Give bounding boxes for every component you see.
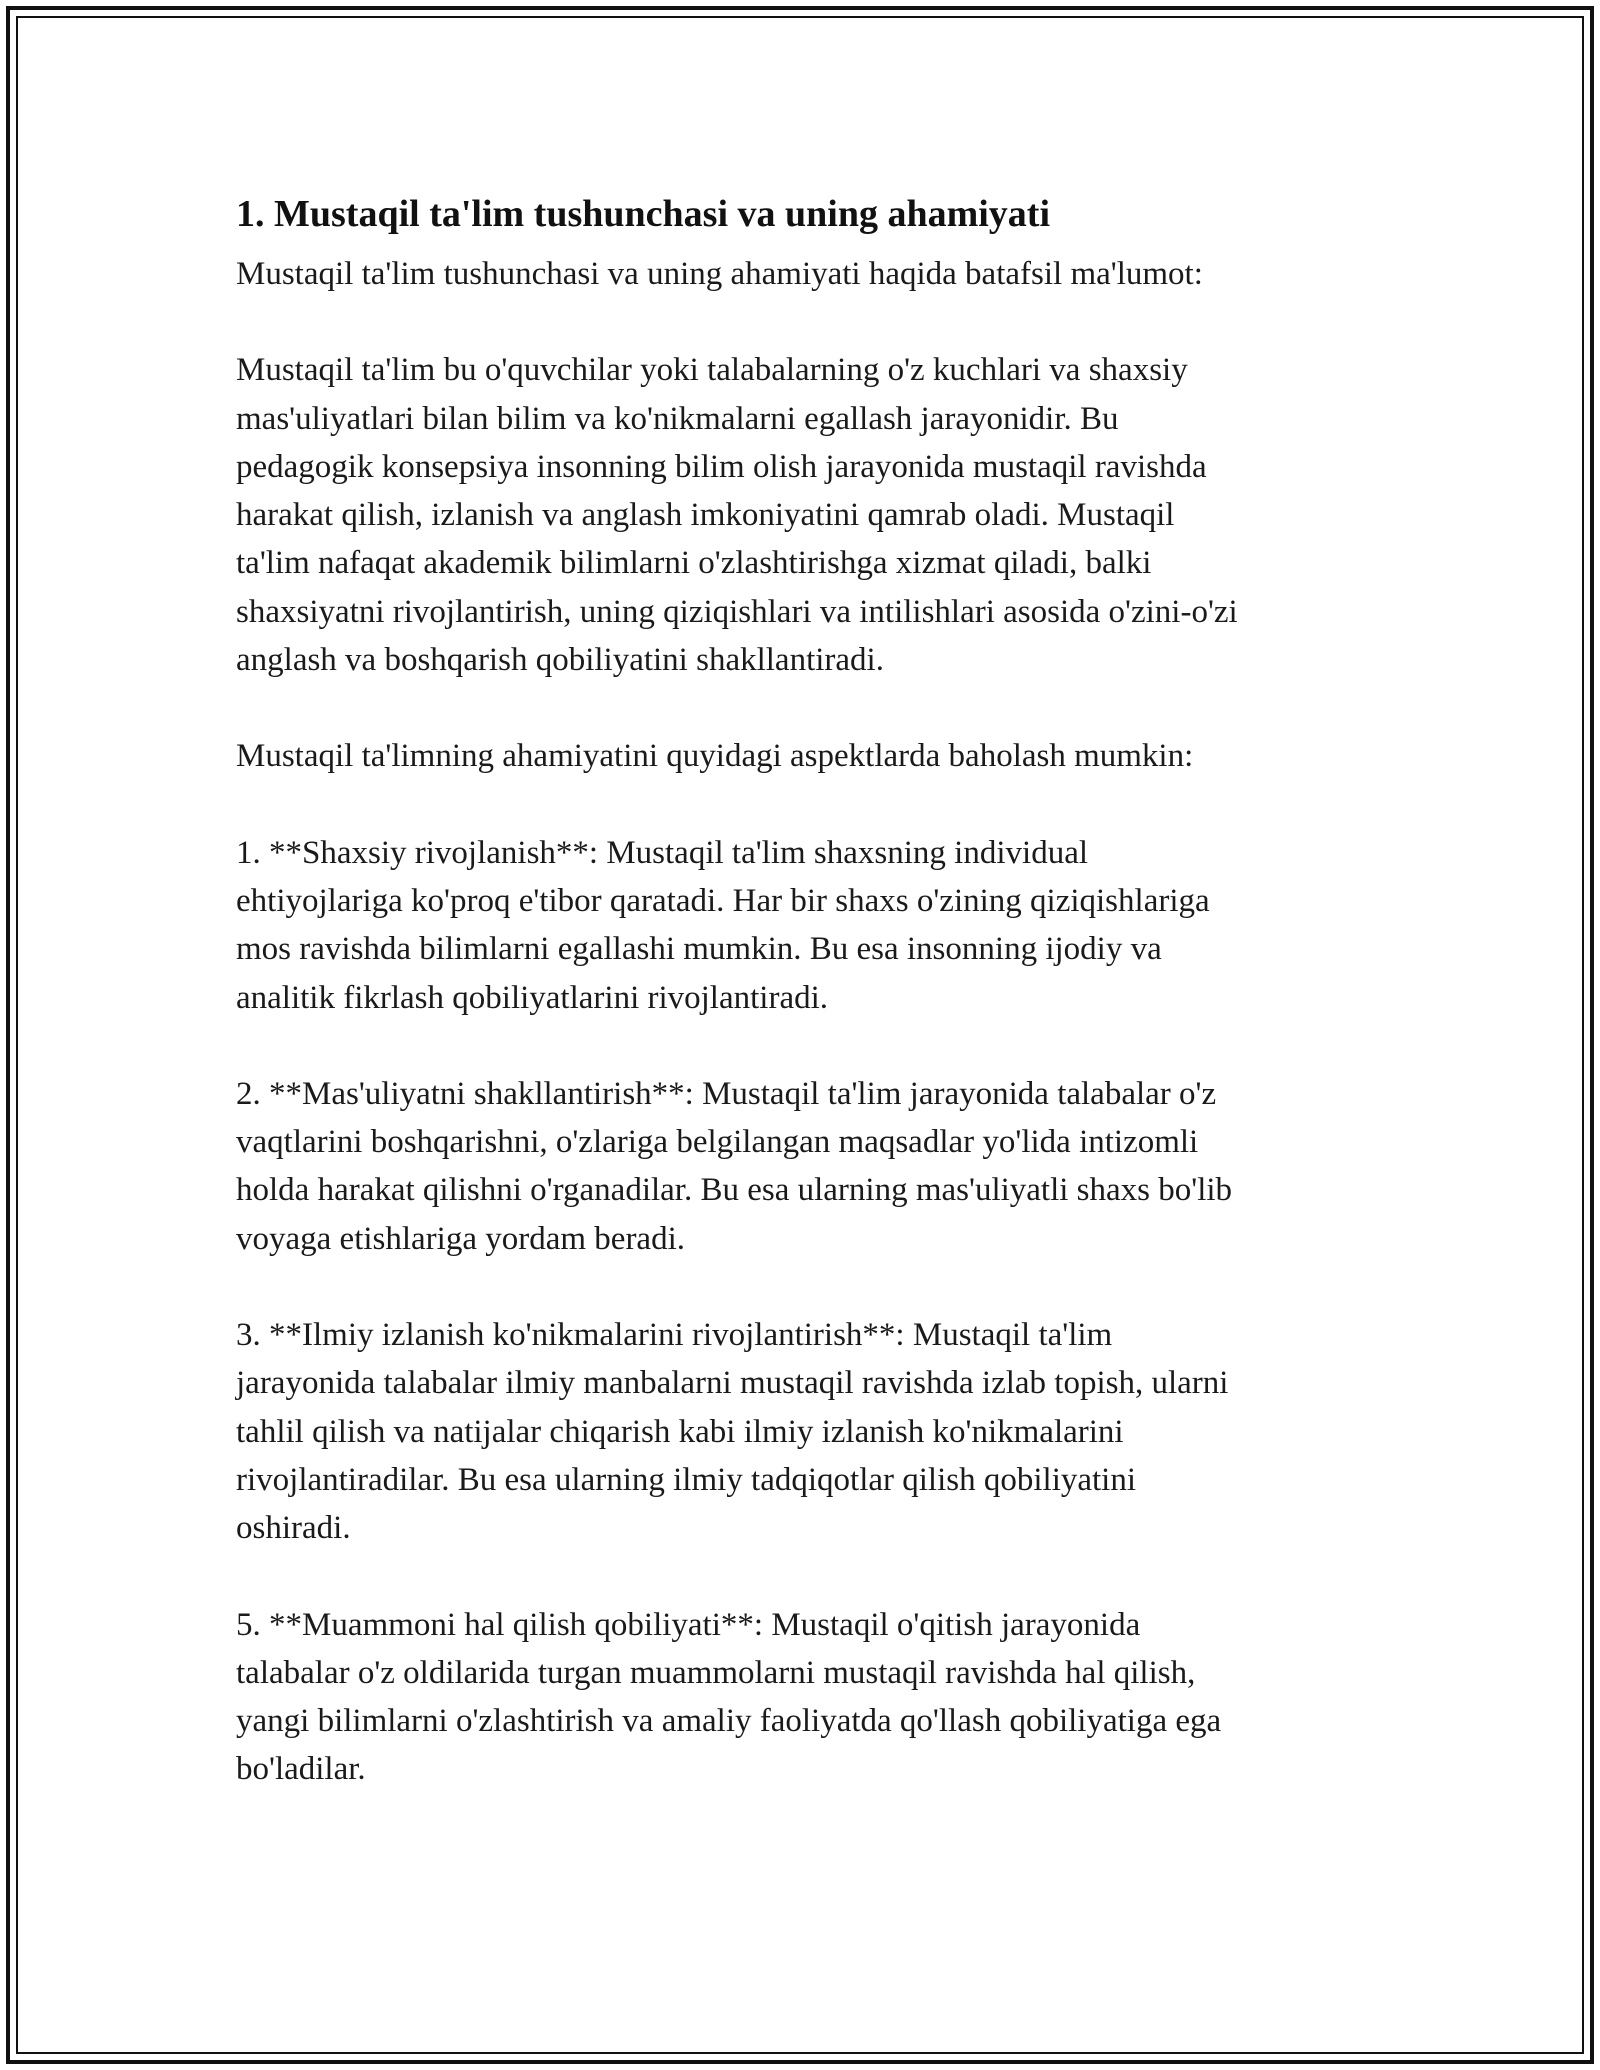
paragraph-line: mos ravishda bilimlarni egallashi mumkin. Bu esa insonning ijodiy va bbox=[236, 931, 1162, 968]
paragraph-line: voyaga etishlariga yordam beradi. bbox=[236, 1220, 685, 1257]
list-item-research-skills bbox=[236, 1311, 1360, 1552]
intro-paragraph: Mustaqil ta'lim tushunchasi va uning ahamiyati haqida batafsil ma'lumot: bbox=[236, 256, 1203, 292]
paragraph-line: yangi bilimlarni o'zlashtirish va amaliy faoliyatda qo'llash qobiliyatiga ega bbox=[236, 1703, 1222, 1740]
paragraph-line: anglash va boshqarish qobiliyatini shakllantiradi. bbox=[236, 642, 884, 679]
paragraph-line: jarayonida talabalar ilmiy manbalarni mustaqil ravishda izlab topish, ularni bbox=[236, 1365, 1229, 1402]
paragraph-line: 5. **Muammoni hal qilish qobiliyati**: Mustaqil o'qitish jarayonida bbox=[236, 1606, 1141, 1643]
paragraph-line: shaxsiyatni rivojlantirish, uning qiziqishlari va intilishlari asosida o'zini-o'zi bbox=[236, 593, 1238, 630]
paragraph-line: analitik fikrlash qobiliyatlarini rivojlantiradi. bbox=[236, 979, 829, 1016]
paragraph-line: harakat qilish, izlanish va anglash imkoniyatini qamrab oladi. Mustaqil bbox=[236, 497, 1175, 534]
paragraph-line: oshiradi. bbox=[236, 1510, 351, 1547]
document-body bbox=[236, 186, 1360, 1794]
document-title: 1. Mustaqil ta'lim tushunchasi va uning ahamiyati bbox=[236, 193, 1051, 235]
paragraph-line: 1. **Shaxsiy rivojlanish**: Mustaqil ta'lim shaxsning individual bbox=[236, 834, 1089, 871]
list-item-problem-solving bbox=[236, 1601, 1360, 1794]
paragraph-line: talabalar o'z oldilarida turgan muammolarni mustaqil ravishda hal qilish, bbox=[236, 1654, 1196, 1691]
paragraph-line: ehtiyojlariga ko'proq e'tibor qaratadi. Har bir shaxs o'zining qiziqishlariga bbox=[236, 882, 1210, 919]
paragraph-line: Mustaqil ta'lim bu o'quvchilar yoki talabalarning o'z kuchlari va shaxsiy bbox=[236, 352, 1188, 389]
list-item-personal-development bbox=[236, 829, 1360, 1022]
list-item-responsibility bbox=[236, 1070, 1360, 1263]
paragraph-line: 2. **Mas'uliyatni shakllantirish**: Mustaqil ta'lim jarayonida talabalar o'z bbox=[236, 1075, 1217, 1112]
paragraph-line: holda harakat qilishni o'rganadilar. Bu esa ularning mas'uliyatli shaxs bo'lib bbox=[236, 1172, 1233, 1209]
aspects-intro-paragraph: Mustaqil ta'limning ahamiyatini quyidagi aspektlarda baholash mumkin: bbox=[236, 738, 1194, 775]
paragraph-line: bo'ladilar. bbox=[236, 1751, 366, 1788]
definition-paragraph bbox=[236, 346, 1360, 684]
paragraph-line: mas'uliyatlari bilan bilim va ko'nikmalarni egallash jarayonidir. Bu bbox=[236, 400, 1119, 437]
paragraph-line: pedagogik konsepsiya insonning bilim olish jarayonida mustaqil ravishda bbox=[236, 448, 1207, 485]
paragraph-line: vaqtlarini boshqarishni, o'zlariga belgilangan maqsadlar yo'lida intizomli bbox=[236, 1124, 1199, 1161]
paragraph-line: tahlil qilish va natijalar chiqarish kabi ilmiy izlanish ko'nikmalarini bbox=[236, 1413, 1124, 1450]
paragraph-line: rivojlantiradilar. Bu esa ularning ilmiy tadqiqotlar qilish qobiliyatini bbox=[236, 1461, 1137, 1498]
paragraph-line: ta'lim nafaqat akademik bilimlarni o'zlashtirishga xizmat qiladi, balki bbox=[236, 545, 1152, 582]
paragraph-line: 3. **Ilmiy izlanish ko'nikmalarini rivojlantirish**: Mustaqil ta'lim bbox=[236, 1317, 1113, 1354]
